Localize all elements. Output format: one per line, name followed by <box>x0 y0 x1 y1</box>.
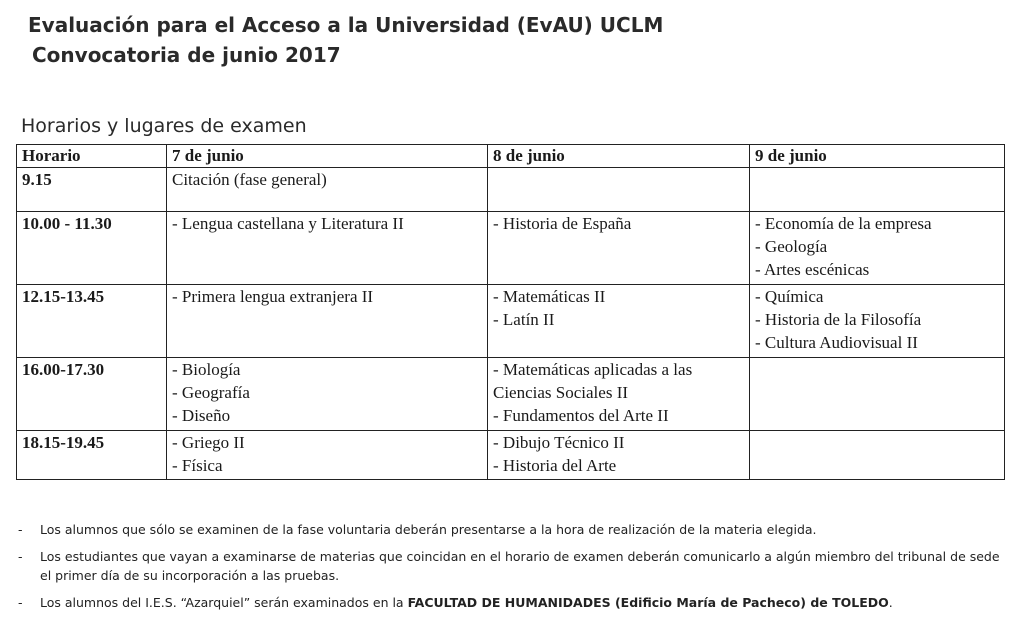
header-8-junio: 8 de junio <box>488 145 750 168</box>
subject-line: - Historia del Arte <box>493 456 617 475</box>
note-dash: - <box>18 522 23 537</box>
subject-cell-d8 <box>488 431 750 480</box>
subject-cell-d7 <box>167 431 488 480</box>
subject-line: - Biología <box>172 360 241 379</box>
table-header-row <box>17 145 1005 168</box>
subject-line: Citación (fase general) <box>172 170 327 189</box>
subject-line: - Dibujo Técnico II <box>493 433 625 452</box>
time-slot-cell: 16.00-17.30 <box>17 358 167 431</box>
subject-line: - Griego II <box>172 433 245 452</box>
time-slot-cell: 18.15-19.45 <box>17 431 167 480</box>
exam-schedule-table <box>16 144 1005 480</box>
table-row <box>17 212 1005 285</box>
section-title: Horarios y lugares de examen <box>21 115 307 137</box>
time-slot-cell: 12.15-13.45 <box>17 285 167 358</box>
time-slot-cell: 9.15 <box>17 168 167 212</box>
header-9-junio: 9 de junio <box>750 145 1005 168</box>
subject-line: - Química <box>755 287 824 306</box>
subject-cell-d9 <box>750 285 1005 358</box>
subject-cell-d8 <box>488 168 750 212</box>
subject-line: - Geografía <box>172 383 250 402</box>
note-text: Los alumnos que sólo se examinen de la fase voluntaria deberán presentarse a la hora de realización de la materia elegida. <box>40 522 817 537</box>
subject-cell-d7 <box>167 212 488 285</box>
note-text: Los estudiantes que vayan a examinarse de materias que coincidan en el horario de examen deberán comunicarlo a algún miembro del tribunal de sede el primer día de su incorporación a las pruebas. <box>40 549 1000 583</box>
subject-line: Ciencias Sociales II <box>493 383 629 402</box>
subject-line: - Artes escénicas <box>755 260 870 279</box>
subject-cell-d8 <box>488 212 750 285</box>
header-horario: Horario <box>17 145 167 168</box>
table-row <box>17 358 1005 431</box>
subject-cell-d8 <box>488 358 750 431</box>
subject-cell-d9 <box>750 168 1005 212</box>
subject-line: - Primera lengua extranjera II <box>172 287 374 306</box>
subject-line: - Geología <box>755 237 828 256</box>
subject-line: - Historia de la Filosofía <box>755 310 922 329</box>
document-title <box>28 10 663 70</box>
header-7-junio: 7 de junio <box>167 145 488 168</box>
subject-line: - Economía de la empresa <box>755 214 932 233</box>
subject-cell-d9 <box>750 431 1005 480</box>
subject-line: - Matemáticas aplicadas a las <box>493 360 693 379</box>
note-text <box>40 593 1013 612</box>
table-row <box>17 285 1005 358</box>
subject-line: - Matemáticas II <box>493 287 606 306</box>
subject-cell-d9 <box>750 212 1005 285</box>
notes-list <box>18 520 1013 620</box>
table-row <box>17 168 1005 212</box>
subject-line: - Latín II <box>493 310 555 329</box>
subject-line: - Física <box>172 456 223 475</box>
title-line-1: Evaluación para el Acceso a la Universidad (EvAU) UCLM <box>28 13 664 37</box>
subject-line: - Historia de España <box>493 214 632 233</box>
time-slot-cell: 10.00 - 11.30 <box>17 212 167 285</box>
note-item <box>18 593 1013 612</box>
note-text-bold: FACULTAD DE HUMANIDADES (Edificio María de Pacheco) de TOLEDO <box>407 595 889 610</box>
subject-cell-d7 <box>167 358 488 431</box>
note-text-post: . <box>888 595 893 610</box>
subject-cell-d8 <box>488 285 750 358</box>
subject-cell-d9 <box>750 358 1005 431</box>
note-text-pre: Los alumnos del I.E.S. “Azarquiel” serán examinados en la <box>40 595 408 610</box>
subject-cell-d7 <box>167 168 488 212</box>
subject-line: - Cultura Audiovisual II <box>755 333 918 352</box>
subject-line: - Fundamentos del Arte II <box>493 406 669 425</box>
table-row <box>17 431 1005 480</box>
note-item <box>18 547 1013 585</box>
note-item <box>18 520 1013 539</box>
note-dash: - <box>18 595 23 610</box>
subject-line: - Diseño <box>172 406 231 425</box>
subject-cell-d7 <box>167 285 488 358</box>
title-line-2: Convocatoria de junio 2017 <box>32 43 341 67</box>
subject-line: - Lengua castellana y Literatura II <box>172 214 404 233</box>
note-dash: - <box>18 549 23 564</box>
